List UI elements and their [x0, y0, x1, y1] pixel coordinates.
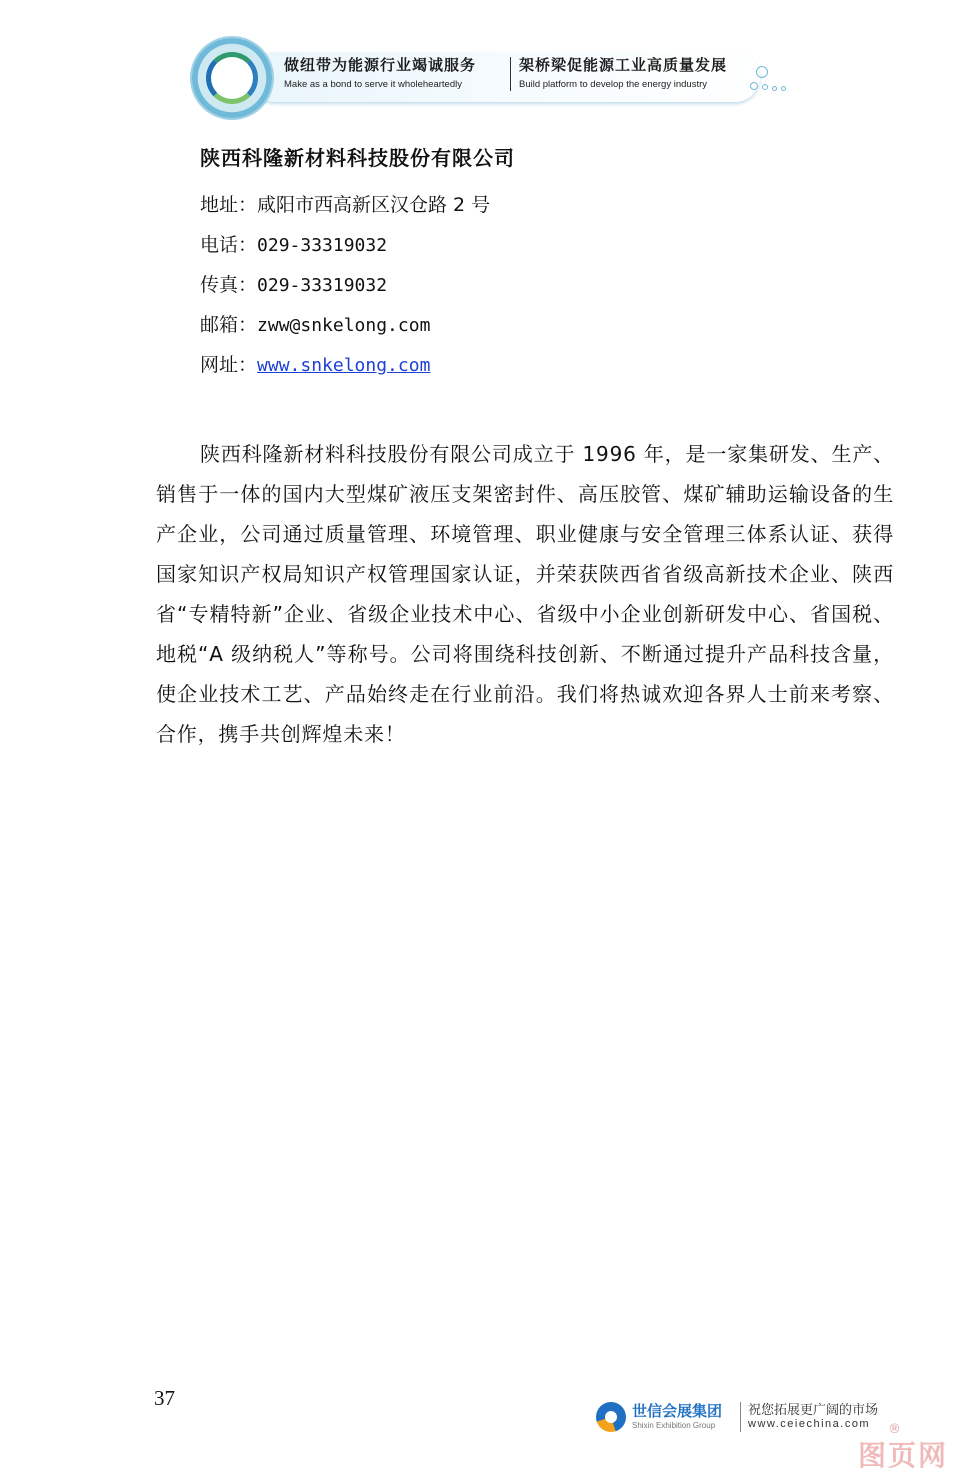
brand-slogan: 祝您拓展更广阔的市场 — [748, 1403, 879, 1418]
email-line — [200, 305, 515, 345]
email-label: 邮箱： — [200, 314, 258, 336]
brand-url: www.ceiechina.com — [748, 1418, 871, 1430]
header-banner — [192, 38, 792, 118]
fax-line — [200, 265, 515, 305]
phone-label: 电话： — [200, 234, 258, 256]
fax-label: 传真： — [200, 274, 258, 296]
fax-value: 029-33319032 — [257, 275, 388, 296]
address-value: 咸阳市西高新区汉仓路 2 号 — [257, 194, 491, 216]
website-label: 网址： — [200, 354, 258, 376]
slogan-left-en: Make as a bond to serve it wholeheartedly — [284, 79, 462, 90]
slogan-right — [519, 54, 727, 90]
website-link[interactable]: www.snkelong.com — [257, 355, 431, 376]
address-line — [200, 185, 515, 225]
slogan-left-cn: 做纽带为能源行业竭诚服务 — [284, 56, 477, 74]
phone-line — [200, 225, 515, 265]
company-intro-paragraph: 陕西科隆新材料科技股份有限公司成立于 1996 年，是一家集研发、生产、销售于一体的国内大型煤矿液压支架密封件、高压胶管、煤矿辅助运输设备的生产企业，公司通过质量管理、环境管理、职业健康与安全管理三体系认证、获得国家知识产权局知识产权管理国家认证，并荣获陕西省省级高新技术企业、陕西省“专精特新”企业、省级企业技术中心、省级中小企业创新研发中心、省国税、地税“A 级纳税人”等称号。公司将围绕科技创新、不断通过提升产品科技含量，使企业技术工艺、产品始终走在行业前沿。我们将热诚欢迎各界人士前来考察、合作，携手共创辉煌未来！ — [156, 442, 894, 746]
website-line — [200, 345, 515, 385]
slogan-divider — [510, 57, 511, 91]
expo-logo-icon — [192, 38, 272, 118]
slogan-right-en: Build platform to develop the energy industry — [519, 79, 707, 90]
slogan-right-cn: 架桥梁促能源工业高质量发展 — [519, 56, 728, 74]
company-name: 陕西科隆新材料科技股份有限公司 — [200, 146, 515, 170]
phone-value: 029-33319032 — [257, 235, 388, 256]
footer-brand — [596, 1398, 896, 1438]
contact-block — [200, 142, 515, 385]
shixin-logo-icon — [596, 1402, 626, 1432]
registered-mark: ® — [888, 1422, 901, 1437]
slogan-left — [284, 54, 476, 90]
watermark-logo: 图页网 — [858, 1439, 949, 1472]
bubble-dots-icon — [750, 66, 790, 106]
email-value: zww@snkelong.com — [257, 315, 431, 336]
logo-ring — [206, 52, 258, 104]
address-label: 地址： — [200, 194, 258, 216]
page-number: 37 — [154, 1386, 175, 1410]
brand-divider — [740, 1402, 741, 1432]
brand-name-en: Shixin Exhibition Group — [632, 1421, 716, 1430]
brand-name-cn: 世信会展集团 — [632, 1402, 723, 1420]
